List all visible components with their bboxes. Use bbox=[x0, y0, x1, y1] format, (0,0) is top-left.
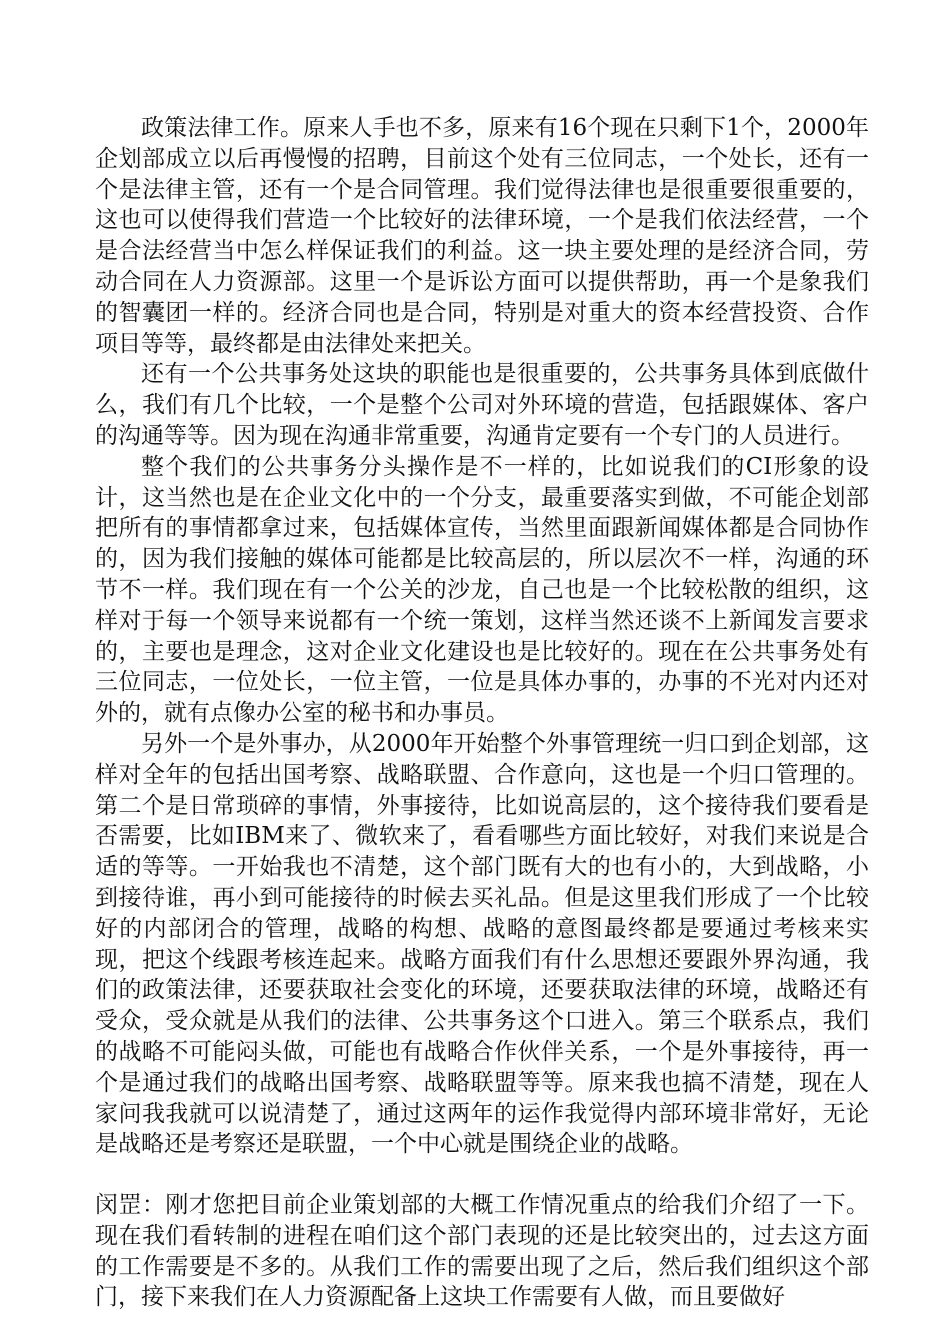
paragraph-public-affairs: 还有一个公共事务处这块的职能也是很重要的，公共事务具体到底做什么，我们有几个比较，一个是整个公司对外环境的营造，包括跟媒体、客户的沟通等等。因为现在沟通非常重要，沟通肯定要有一个专门的人员进行。 bbox=[95, 361, 869, 449]
paragraph-public-affairs-operations: 整个我们的公共事务分头操作是不一样的，比如说我们的CI形象的设计，这当然也是在企业文化中的一个分支，最重要落实到做，不可能企划部把所有的事情都拿过来，包括媒体宣传，当然里面跟新闻媒体都是合同协作的，因为我们接触的媒体可能都是比较高层的，所以层次不一样，沟通的环节不一样。我们现在有一个公关的沙龙，自己也是一个比较松散的组织，这样对于每一个领导来说都有一个统一策划，这样当然还谈不上新闻发言要求的，主要也是理念，这对企业文化建设也是比较好的。现在在公共事务处有三位同志，一位处长，一位主管，一位是具体办事的，办事的不光对内还对外的，就有点像办公室的秘书和办事员。 bbox=[95, 453, 869, 727]
document-page bbox=[95, 113, 869, 1313]
paragraph-policy-law: 政策法律工作。原来人手也不多，原来有16个现在只剩下1个，2000年企划部成立以后再慢慢的招聘，目前这个处有三位同志，一个处长，还有一个是法律主管，还有一个是合同管理。我们觉得法律也是很重要很重要的，这也可以使得我们营造一个比较好的法律环境，一个是我们依法经营，一个是合法经营当中怎么样保证我们的利益。这一块主要处理的是经济合同，劳动合同在人力资源部。这里一个是诉讼方面可以提供帮助，再一个是象我们的智囊团一样的。经济合同也是合同，特别是对重大的资本经营投资、合作项目等等，最终都是由法律处来把关。 bbox=[95, 115, 869, 357]
paragraph-foreign-affairs: 另外一个是外事办，从2000年开始整个外事管理统一归口到企划部，这样对全年的包括出国考察、战略联盟、合作意向，这也是一个归口管理的。第二个是日常琐碎的事情，外事接待，比如说高层的，这个接待我们要看是否需要，比如IBM来了、微软来了，看看哪些方面比较好，对我们来说是合适的等等。一开始我也不清楚，这个部门既有大的也有小的，大到战略，小到接待谁，再小到可能接待的时候去买礼品。但是这里我们形成了一个比较好的内部闭合的管理，战略的构想、战略的意图最终都是要通过考核来实现，把这个线跟考核连起来。战略方面我们有什么思想还要跟外界沟通，我们的政策法律，还要获取社会变化的环境，还要获取法律的环境，战略还有受众，受众就是从我们的法律、公共事务这个口进入。第三个联系点，我们的战略不可能闷头做，可能也有战略合作伙伴关系，一个是外事接待，再一个是通过我们的战略出国考察、战略联盟等等。原来我也搞不清楚，现在人家问我我就可以说清楚了，通过这两年的运作我觉得内部环境非常好，无论是战略还是考察还是联盟，一个中心就是围绕企业的战略。 bbox=[95, 730, 869, 1158]
paragraph-gap bbox=[95, 1160, 869, 1190]
dialogue-paragraph: 闵罡：刚才您把目前企业策划部的大概工作情况重点的给我们介绍了一下。现在我们看转制的进程在咱们这个部门表现的还是比较突出的，过去这方面的工作需要是不多的。从我们工作的需要出现了之后，然后我们组织这个部门，接下来我们在人力资源配备上这块工作需要有人做，而且要做好 bbox=[95, 1192, 869, 1311]
